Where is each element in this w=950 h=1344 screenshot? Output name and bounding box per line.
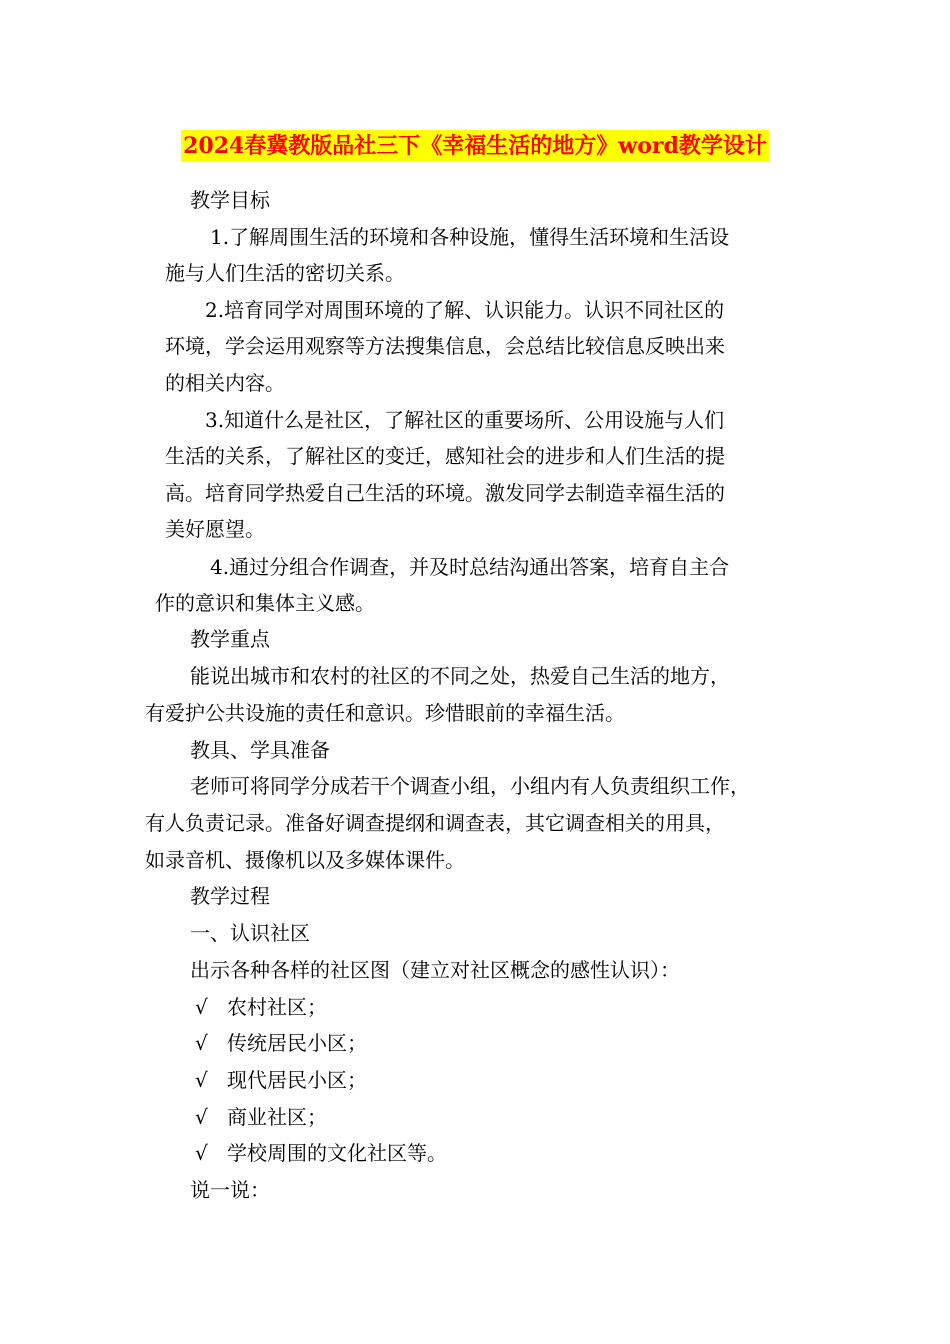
objective-3-line-2: 生活的关系，了解社区的变迁，感知社会的进步和人们生活的提: [165, 444, 725, 468]
part-1-heading: 一、认识社区: [190, 921, 310, 945]
community-item-label: 学校周围的文化社区等。: [227, 1141, 447, 1165]
say-heading: 说一说：: [190, 1178, 270, 1202]
part-1-intro: 出示各种各样的社区图（建立对社区概念的感性认识）：: [190, 958, 680, 982]
objective-2-line-2: 环境，学会运用观察等方法搜集信息，会总结比较信息反映出来: [165, 334, 725, 358]
objective-1-line-2: 施与人们生活的密切关系。: [165, 261, 405, 285]
community-item-label: 农村社区；: [227, 995, 327, 1019]
prep-line-1: 老师可将同学分成若干个调查小组，小组内有人负责组织工作，: [190, 774, 750, 798]
title-container: [0, 130, 950, 162]
focus-line-1: 能说出城市和农村的社区的不同之处，热爱自己生活的地方，: [190, 664, 730, 688]
objective-2-line-3: 的相关内容。: [165, 371, 285, 395]
prep-line-2: 有人负责记录。准备好调查提纲和调查表，其它调查相关的用具，: [145, 811, 725, 835]
check-mark-icon: √: [195, 995, 208, 1019]
process-heading: 教学过程: [190, 884, 270, 908]
objective-4-line-2: 作的意识和集体主义感。: [155, 591, 375, 615]
community-list-item: [195, 992, 327, 1022]
objective-3-line-3: 高。培育同学热爱自己生活的环境。激发同学去制造幸福生活的: [165, 481, 725, 505]
community-list-item: [195, 1028, 367, 1058]
objectives-heading: 教学目标: [190, 188, 270, 212]
community-item-label: 现代居民小区；: [227, 1068, 367, 1092]
prep-heading: 教具、学具准备: [190, 738, 330, 762]
objective-3-line-1: 3.知道什么是社区，了解社区的重要场所、公用设施与人们: [205, 408, 725, 432]
check-mark-icon: √: [195, 1105, 208, 1129]
objective-1-line-1: 1.了解周围生活的环境和各种设施，懂得生活环境和生活设: [210, 225, 730, 249]
objective-3-line-4: 美好愿望。: [165, 517, 265, 541]
objective-4-line-1: 4.通过分组合作调查，并及时总结沟通出答案，培育自主合: [210, 555, 730, 579]
community-list-item: [195, 1102, 327, 1132]
community-item-label: 传统居民小区；: [227, 1031, 367, 1055]
document-title: 2024春冀教版品社三下《幸福生活的地方》word教学设计: [181, 130, 769, 162]
objective-2-line-1: 2.培育同学对周围环境的了解、认识能力。认识不同社区的: [205, 298, 725, 322]
check-mark-icon: √: [195, 1068, 208, 1092]
community-list-item: [195, 1065, 367, 1095]
prep-line-3: 如录音机、摄像机以及多媒体课件。: [145, 848, 465, 872]
focus-heading: 教学重点: [190, 627, 270, 651]
community-list-item: [195, 1138, 447, 1168]
community-item-label: 商业社区；: [227, 1105, 327, 1129]
focus-line-2: 有爱护公共设施的责任和意识。珍惜眼前的幸福生活。: [145, 701, 625, 725]
check-mark-icon: √: [195, 1031, 208, 1055]
check-mark-icon: √: [195, 1141, 208, 1165]
